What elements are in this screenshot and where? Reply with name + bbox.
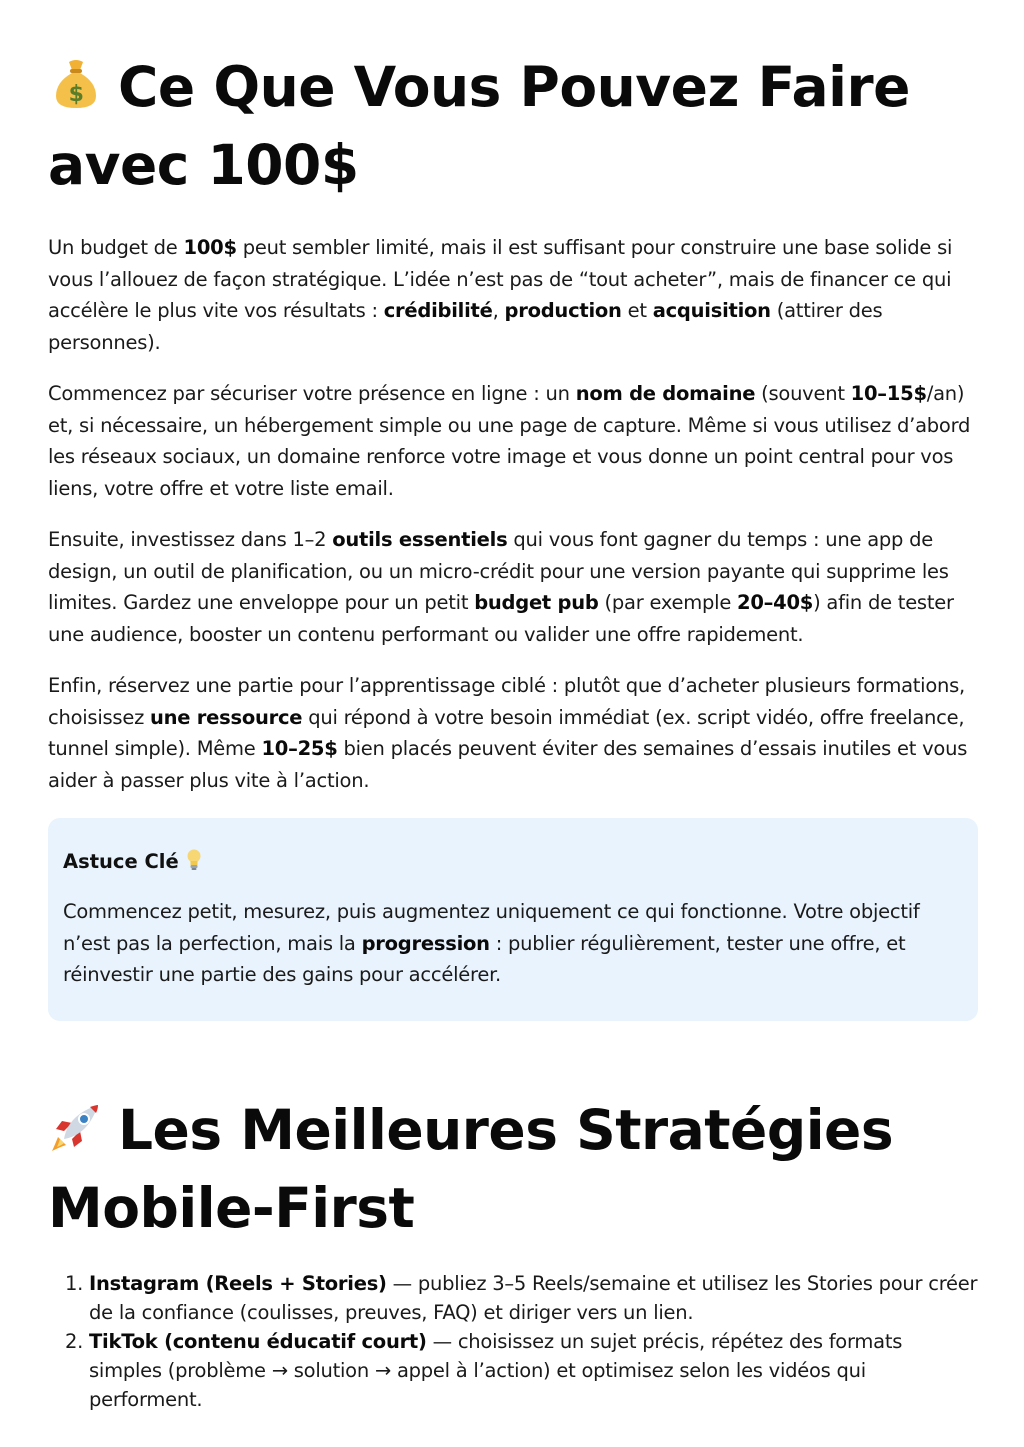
paragraph: Enfin, réservez une partie pour l’apprentissage ciblé : plutôt que d’acheter plusieurs formations, choisissez une ressource qui répond à votre besoin immédiat (ex. script vidéo, offre freelance, tunnel simple). Même 10–25$ bien placés peuvent éviter des semaines d’essais inutiles et vous aider à passer plus vite à l’action. <box>48 674 968 792</box>
strategy-list <box>48 1269 978 1414</box>
list-item: 2. TikTok (contenu éducatif court) — choisissez un sujet précis, répétez des formats simples (problème → solution → appel à l’action) et optimisez selon les vidéos qui performent. <box>89 1327 978 1414</box>
paragraph: Un budget de 100$ peut sembler limité, mais il est suffisant pour construire une base solide si vous l’allouez de façon stratégique. L’idée n’est pas de “tout acheter”, mais de financer ce qui accélère le plus vite vos résultats : crédibilité, production et acquisition (attirer des personnes). <box>48 236 953 354</box>
tip-title: Astuce Clé <box>63 846 962 878</box>
section-title: Ce Que Vous Pouvez Faire avec 100$ <box>48 55 910 197</box>
section-heading-budget <box>48 48 978 204</box>
svg-text:$: $ <box>68 82 84 107</box>
section-spacer <box>48 1021 978 1091</box>
rocket-icon <box>48 1099 104 1155</box>
tip-callout <box>48 818 978 1021</box>
list-item: 1. Instagram (Reels + Stories) — publiez 3–5 Reels/semaine et utilisez les Stories pour créer de la confiance (coulisses, preuves, FAQ) et diriger vers un lien. <box>89 1269 978 1327</box>
tip-text: Commencez petit, mesurez, puis augmentez uniquement ce qui fonctionne. Votre objectif n’est pas la perfection, mais la progression : publier régulièrement, tester une offre, et réinvestir une partie des gains pour accélérer. <box>63 900 920 986</box>
paragraph: Ensuite, investissez dans 1–2 outils essentiels qui vous font gagner du temps : une app de design, un outil de planification, ou un micro-crédit pour une version payante qui supprime les limites. Gardez une enveloppe pour un petit budget pub (par exemple 20–40$) afin de tester une audience, booster un contenu performant ou valider une offre rapidement. <box>48 528 954 646</box>
section-heading-strategies <box>48 1091 978 1247</box>
paragraph: Commencez par sécuriser votre présence en ligne : un nom de domaine (souvent 10–15$/an) et, si nécessaire, un hébergement simple ou une page de capture. Même si vous utilisez d’abord les réseaux sociaux, un domaine renforce votre image et vous donne un point central pour vos liens, votre offre et votre liste email. <box>48 382 971 500</box>
money-bag-icon <box>48 56 104 112</box>
light-bulb-icon <box>185 848 203 872</box>
document-page <box>48 0 978 1414</box>
section-title: Les Meilleures Stratégies Mobile-First <box>48 1097 894 1240</box>
